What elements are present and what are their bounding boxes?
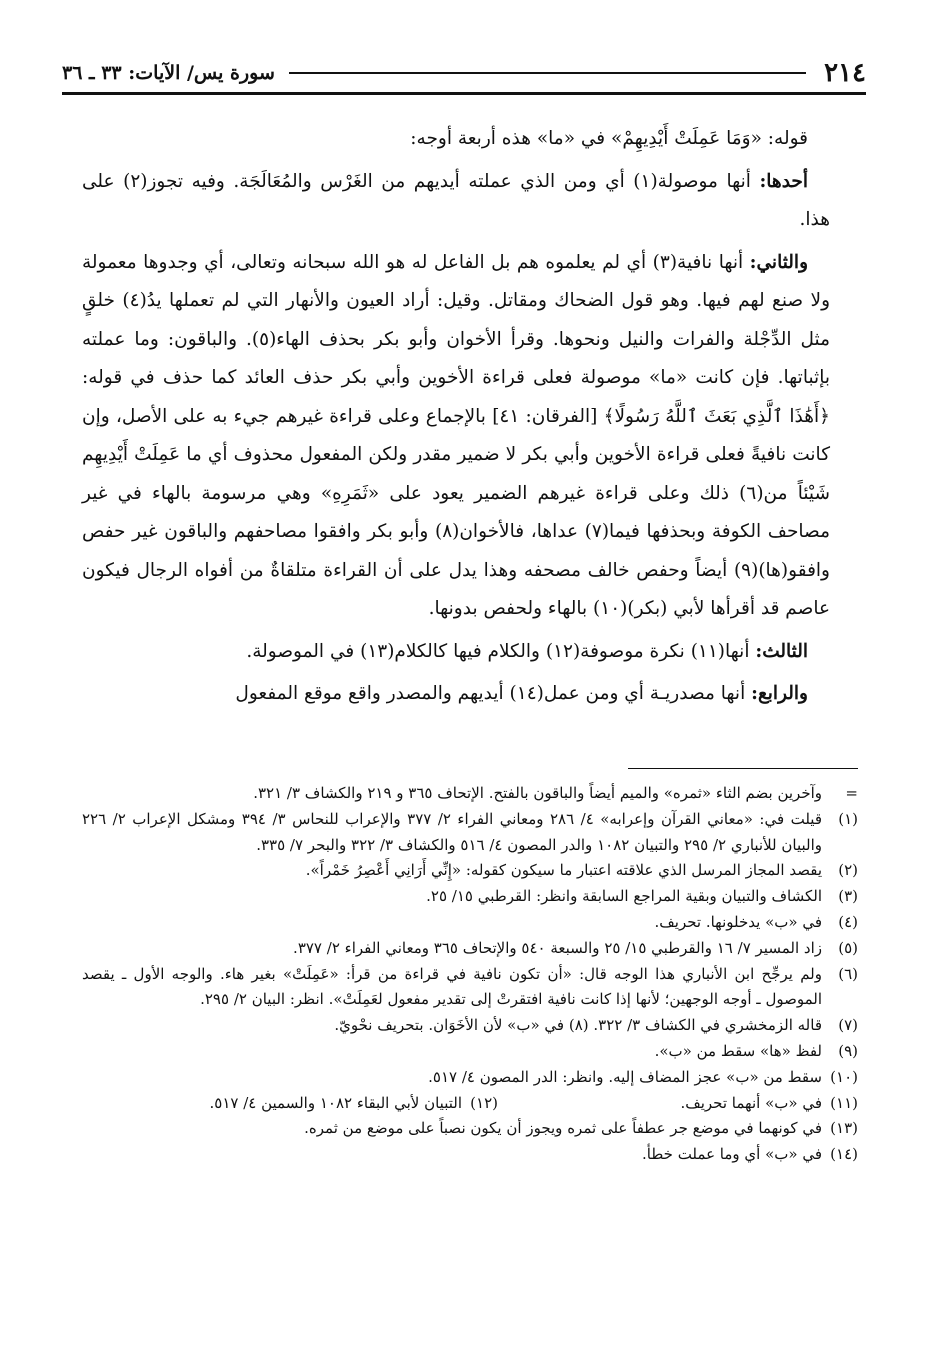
- footnote-text: الكشاف والتبيان وبقية المراجع السابقة وانظر: القرطبي ١٥/ ٢٥.: [426, 887, 822, 906]
- footnote-text: زاد المسير ٧/ ١٦ والقرطبي ١٥/ ٢٥ والسبعة ٥٤٠ والإتحاف ٣٦٥ ومعاني الفراء ٢/ ٣٧٧.: [293, 938, 822, 957]
- footnote-number: (١٠): [830, 1067, 858, 1086]
- page-header: [62, 55, 866, 91]
- footnote: [82, 1116, 858, 1142]
- footnote: [498, 1091, 858, 1117]
- footnote-pair: [82, 1091, 858, 1117]
- footnote-text: في «ب» أي وما عملت خطأ.: [642, 1145, 822, 1164]
- footnote-text: في كونهما في موضع جر عطفاً على ثمره ويجوز أن يكون نصباً على موضع من ثمره.: [304, 1119, 822, 1138]
- footnote: [82, 910, 858, 936]
- footnote-text: ولم يرجِّح ابن الأنباري هذا الوجه قال: «أن تكون نافية في قراءة من قرأ: «عَمِلَتْ» بغير هاء. والوجه الأول ـ يقصد الموصول ـ أوجه الوجهين؛ لأنها إذا كانت نافية افتقرتْ إلى تقدير مفعول لعَمِلَتْ». انظر: البيان ٢/ ٢٩٥.: [82, 964, 822, 1009]
- footnote: [82, 781, 858, 807]
- paragraph-lead: الثالث:: [755, 640, 808, 662]
- header-line: [289, 72, 806, 74]
- footnote-number: (٢): [838, 861, 858, 880]
- paragraph-lead: والثاني:: [749, 251, 808, 273]
- footnote-text: قيلت في: «معاني القرآن وإعرابه» ٤/ ٢٨٦ ومعاني الفراء ٢/ ٣٧٧ والإعراب للنحاس ٣/ ٣٩٤ ومشكل الإعراب ٢/ ٢٢٦ والبيان للأنباري ٢/ ٢٩٥ والتبيان ١٠٨٢ والدر المصون ٤/ ٥١٦ والكشاف ٣/ ٣٢٢ والبحر ٧/ ٣٣٥.: [82, 809, 822, 854]
- footnote-number: (١): [838, 809, 858, 828]
- footnote-number: (٥): [838, 938, 858, 957]
- paragraph-second: [82, 244, 830, 629]
- surah-title: سورة يس/ الآيات: ٣٣ ـ ٣٦: [62, 62, 275, 84]
- footnote-number: (٣): [838, 887, 858, 906]
- footnote: [82, 936, 858, 962]
- page-number: ٢١٤: [824, 58, 866, 88]
- paragraph-text: أنها نافية(٣) أي لم يعلموه هم بل الفاعل له هو الله سبحانه وتعالى، أي وجدوها معمولة ولا صنع لهم فيها. وهو قول الضحاك ومقاتل. وقيل: أراد العيون والأنهار التي لم تعملها يدُ(٤) خلقٍ مثل الدِّجْلة والفرات والنيل ونحوها. وقرأ الأخوان وأبو بكر بحذف الهاء(٥). والباقون: وما عملته بإثباتها. فإن كانت «ما» موصولة فعلى قراءة الأخوين وأبي بكر حذف العائد كما حذف في قوله: ﴿أَهَٰذَا ٱلَّذِي بَعَثَ ٱللَّهُ رَسُولًا﴾ [الفرقان: ٤١] بالإجماع وعلى قراءة غيرهم جيء به على الأصل، وإن كانت نافيةً فعلى قراءة الأخوين وأبي بكر لا ضمير مقدر ولكن المفعول محذوف أي ما عَمِلَتْ أَيْدِيهِم شَيْئاً من(٦) ذلك وعلى قراءة غيرهم الضمير يعود على «ثَمَرِهِ» وهي مرسومة بالهاء في غير مصاحف الكوفة وبحذفها فيما(٧) عداها، فالأخوان(٨) وأبو بكر وافقوا مصاحفهم والباقون غير حفص وافقو(ها)(٩) أيضاً وحفص خالف مصحفه وهذا يدل على أن القراءة متلقاةٌ من أفواه الرجال فيكون عاصم قد أقرأها لأبي (بكر)(١٠) بالهاء ولحفص بدونها.: [82, 251, 831, 619]
- header-rule: [62, 92, 866, 95]
- footnote-number: (٦): [838, 964, 858, 983]
- footnote: [82, 1039, 858, 1065]
- footnote-text: وآخرين بضم الثاء «ثمره» والميم أيضاً والباقون بالفتح. الإتحاف ٣٦٥ و ٢١٩ والكشاف ٣/ ٣٢١.: [253, 784, 822, 802]
- paragraph-first: [82, 163, 830, 240]
- paragraph-text: قوله: «وَمَا عَمِلَتْ أَيْدِيهِمْ» في «ما» هذه أربعة أوجه:: [410, 128, 808, 149]
- footnotes: [82, 781, 858, 1168]
- footnote-text: يقصد المجاز المرسل الذي علاقته اعتبار ما سيكون كقوله: «إِنِّي أَرَانِي أَعْصِرُ خَمْراً».: [305, 861, 822, 880]
- paragraph-text: أنها موصولة(١) أي ومن الذي عملته أيديهم من الغَرْس والمُعَالَجَة. وفيه تجوز(٢) على هذا.: [82, 170, 830, 230]
- footnote-number: (١٣): [830, 1119, 858, 1138]
- paragraph-fourth: [82, 675, 830, 714]
- paragraph-lead: والرابع:: [751, 683, 808, 704]
- footnote-text: لفظ «ها» سقط من «ب».: [654, 1041, 822, 1060]
- footnote: [82, 858, 858, 884]
- footnote: [82, 1142, 858, 1168]
- footnote-number: (٩): [838, 1041, 858, 1060]
- footnote-number: (١٤): [830, 1145, 858, 1164]
- footnote: [82, 1013, 858, 1039]
- footnote-text: سقط من «ب» عجز المضاف إليه. وانظر: الدر المصون ٤/ ٥١٧.: [428, 1067, 822, 1086]
- footnote: [82, 962, 858, 1014]
- footnote-text: في «ب» أنهما تحريف.: [680, 1093, 822, 1112]
- paragraph-lead: أحدها:: [759, 170, 808, 192]
- footnote-number: (٧): [838, 1016, 858, 1035]
- footnote-text: قاله الزمخشري في الكشاف ٣/ ٣٢٢. (٨) في «ب» لأن الأخَوَان. بتحريف نحْويّ.: [334, 1016, 822, 1035]
- footnote-number: (١٢): [470, 1093, 498, 1112]
- footnote-separator: [628, 768, 858, 769]
- footnote: [82, 807, 858, 859]
- footnote: [82, 884, 858, 910]
- paragraph-text: أنها(١١) نكرة موصوفة(١٢) والكلام فيها كالكلام(١٣) في الموصولة.: [246, 640, 756, 662]
- paragraph-intro: [82, 120, 830, 159]
- footnote-number: (٤): [838, 912, 858, 931]
- main-text: [82, 120, 830, 714]
- footnote: [82, 1065, 858, 1091]
- footnote-number: =: [845, 784, 858, 802]
- footnote-number: (١١): [830, 1093, 858, 1112]
- paragraph-third: [82, 633, 830, 672]
- footnote-text: التبيان لأبي البقاء ١٠٨٢ والسمين ٤/ ٥١٧.: [209, 1093, 462, 1112]
- footnote: [82, 1091, 498, 1117]
- footnote-text: في «ب» يدخلونها. تحريف.: [654, 912, 822, 931]
- paragraph-text: أنها مصدريـة أي ومن عمل(١٤) أيديهم والمصدر واقع موقع المفعول: [235, 683, 752, 704]
